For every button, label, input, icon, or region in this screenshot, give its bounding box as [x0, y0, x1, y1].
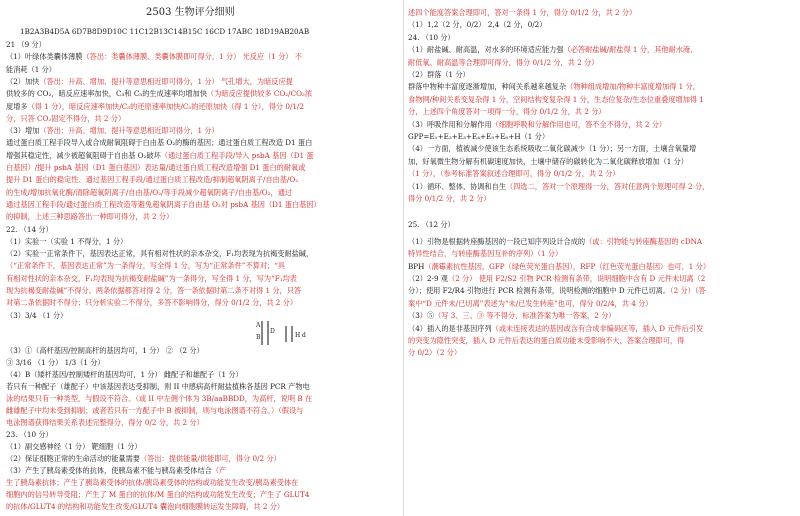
text-line: （2）实验一正常条件下，基因表达正常，具有相对性状的亲本杂交，F₁均表现为抗褐变耐盐碱， [6, 249, 314, 259]
text-line: （1）实验一（实验 1 不得分，1 分） [6, 236, 128, 246]
text-line: 得分 0/1/2 分，共 2 分） [408, 194, 491, 203]
text-line: （1）耐盐碱、耐高温，对水多的环境适应能力强（必答耐盐碱/耐盐得 1 分，其他耐水淹、 [408, 45, 698, 55]
text-line: （4）插入的是非基因序列（或未连接表达的基因或含有合成非编码区等，插入 D 元件后引发 [408, 323, 704, 333]
text-line: 群落中物种丰富度逐渐增加，种间关系越来越复杂（物种组成增加/物种丰富度增加得 1 分， [408, 82, 700, 92]
text-line: 述四个能度答案合理即可，答对一条得 1 分，得分 0/1/2 分，共 2 分） [408, 8, 637, 17]
text-line: 有相对性状的亲本杂交，F₁均表现为抗褐变耐盐碱”为一条得分，写全得 1 分，写为“F₁均表 [6, 273, 297, 283]
text-line: 耐低氧、耐高温等合理即可得分，得分 0/1/2 分，共 2 分） [408, 57, 599, 67]
text-line: 供较多的 CO₂，暗反应速率加快，C₃和 C₅的生成速率均增加快（为暗反应提供较多 CO₂/CO₂浓 [6, 89, 313, 99]
text-line: （1）1,2（2 分，0/2） 2,4（2 分，0/2） [408, 20, 547, 30]
text-line: （3）增加（答出：升高、增加、提升等意思相近即可得分，1 分） [6, 126, 219, 136]
text-line: 食物网/种间关系变复杂得 1 分，空间结构变复杂得 1 分，生态位复杂/生态位重叠度增加得 1 [408, 94, 704, 104]
text-line: 细胞内的信号转导受阻；产生了 M 蛋白的抗体/M 蛋白的结构或功能发生改变；产生了 GLUT4 [6, 490, 310, 499]
text-line: （1 分），（参考标准答案叙述合理即可，得分 0/1/2 分，共 2 分） [408, 169, 620, 179]
text-line: 现为抗褐变耐盐碱”不得分。两条依据都答对得 2 分，答一条依据时第二条不对得 1 分，只答 [6, 286, 302, 295]
text-line: 24. （10 分） [408, 32, 455, 42]
text-line: 的抗体/GLUT4 的结构和功能发生改变/GLUT4 囊泡向细胞膜转运发生障碍，共 2 分） [6, 502, 285, 511]
allele-label-c: D [270, 328, 275, 335]
text-line: （3）呼吸作用和分解作用（细胞呼吸和分解作用也可，答不全不得分，共 2 分） [408, 119, 667, 129]
text-line: （2）群落（1 分） [408, 70, 470, 79]
page-title: 2503 生物评分细则 [146, 7, 235, 18]
text-line: （“正常条件下，基因表达正常”为一条得分，写全得 1 分，写为“正常条件”不算对；“具 [6, 261, 286, 271]
text-line: 21 （9 分） [6, 40, 46, 49]
text-line: （2）加快（答出：升高、增加、提升等意思相近即可得分，1 分） 气孔增大，为暗反应提 [6, 76, 293, 86]
text-line: 通过蛋白质工程手段导入或合成耐氧阻碍于白由基 O₂的酶的基因；通过蛋白质工程改造 D1 蛋白 [6, 138, 313, 148]
text-line: （3）3/4 （1 分） [6, 310, 68, 320]
chromosome-diagram [256, 318, 318, 348]
text-line: 泳的结果只有一种类型，与假设不符合。（或 II 中左侧个体为 3B/aaBBDD，为高杆，说明 B 在 [6, 394, 313, 403]
text-line: 的抑制，上述三种思路答出一种即可得分，共 2 分） [6, 212, 174, 222]
text-line: BPH（潮霉素抗性基因，GFP（绿色荧光蛋白基因），RFP（红色荧光蛋白基因）也可，1 分） [408, 261, 711, 271]
text-line: 增强其稳定性，减少被超氧阻碍于自由基 O₂破坏（通过蛋白质工程手段/导入 psbA 基因（D1 蛋 [6, 150, 314, 160]
text-line: （1）引物是根据转座酶基因的一段已知序列设计合成的（或：引物能与转座酶基因的 cDNA [408, 236, 703, 246]
text-line: （1）叶绿体类囊体薄膜（答出：类囊体薄膜、类囊体膜即可得分，1 分） 光反应（1 分） 不 [6, 52, 302, 62]
text-line: 雌雄配子中均未受到抑制；或者若只有一方配子中 B 被抑制，则与电泳图谱不符合。）（假设与 [6, 406, 304, 415]
text-line: （1）副交感神经（1 分） 靶细胞（1 分） [6, 442, 142, 451]
text-line: 度增多（得 1 分），暗反应速率加快/C₃的还原速率加快/C₅的还原加快（得 1 分），得分 0/1/2 [6, 101, 304, 111]
text-line: 分 0/2）（2 分） [408, 348, 462, 358]
text-line: （2）保证细胞正常的生命活动的能量需要（答出：提供能量/供能即可，得分 0/2 分） [6, 454, 281, 463]
text-line: （3）①（高杆基因/控制高杆的基因均可，1 分） ② （2 分） [6, 346, 204, 355]
text-line: 23. （10 分） [6, 430, 53, 439]
text-line: 对第二条依据时不得分；只分析实验二不得分，多答不影响得分，得分 0/1/2 分，共 2 分） [6, 298, 298, 308]
text-line: 能消耗（1 分） [6, 64, 56, 74]
text-line: 25. （12 分） [408, 220, 455, 230]
text-line: 案中“D 元件未/已切离”表述为“未/已发生转座”也可，得分 0/2/4，共 4 分） [408, 298, 653, 308]
text-line: 白基因）/提升 psbA 基因（D1 蛋白基因）表达量/通过蛋白质工程改造增强 D1 蛋白的耐氧或 [6, 163, 306, 172]
text-line: 提升 D1 蛋白的稳定性、通过基因工程手段/通过蛋白质工程改造/抑制超氧阴离子/自由基/O₂ [6, 175, 299, 185]
text-line: 通过基因工程手段/通过蛋白质工程改造等避免超氧阴离子自由基 O₂对 psbA 基因（D1 蛋白基因） [6, 199, 321, 209]
text-line: 的突变为隐性突变，插入 D 元件后表达的蛋白质功能未受影响不大，答案合理即可，得 [408, 336, 685, 345]
allele-label-e: d [302, 332, 306, 339]
answer-key: 1B2A3B4D5A 6D7B8D9D10C 11C12B13C14B15C 16CD 17ABC 18D19AB20AB [20, 27, 310, 36]
text-line: 的生成/增加抗氧化酶/清除超氧阴离子/自由基/O₂/等手段减少超氧阴离子/自由基/O₂，通过 [6, 187, 293, 197]
allele-label-b: B [256, 334, 261, 341]
allele-label-a: A [256, 322, 261, 329]
text-line: 生了胰岛素抗体；产生了胰岛素受体的抗体/胰岛素受体的结构或功能发生改变/胰岛素受体在 [6, 478, 299, 487]
text-line: 分，只答 CO₂固定不得分，共 2 分） [6, 113, 126, 123]
allele-label-d: H [295, 332, 301, 339]
text-line: 电泳图谱获得结果关系表述完整得分，得分 0/2 分，共 2 分） [6, 418, 204, 427]
text-line: （3）⑤（写 3、三、③ 等不得分，标准答案为唯一答案，2 分） [408, 311, 616, 321]
text-line: （4）一方面，植被减少使该生态系统吸收二氧化碳减少（1 分）；另一方面，土壤含氧量增 [408, 144, 697, 154]
text-line: （2）2-9 观（2 分） 使用 F2/S2 引物 PCR 检测有条带，说明细胞中含有 D 元件未切离（2 [408, 274, 706, 283]
text-line: 分，上述四个角度答对一项得一分，得分 0/1/2 分，共 2 分） [408, 107, 606, 117]
text-line: 分）；使用 F2/R4 引物进行 PCR 检测有条带，说明检测的细胞中 D 元件已切离。（2 分）（答 [408, 286, 706, 296]
text-line: GPP=E₁+E₂+E₃+E₄+E₅+E₆+H（1 分） [408, 132, 550, 141]
text-line: 特异性结合，与转座酶基因互补的序列）（1 分） [408, 249, 563, 259]
column-divider [403, 0, 404, 516]
text-line: ③ 3/16 （1 分） 1/3（1 分） [6, 358, 105, 367]
text-line: 加，好氧微生物分解有机碳速度加快，土壤中储存的碳转化为二氧化碳释放增加（1 分） [408, 156, 688, 166]
text-line: （4）B（矮杆基因/控制矮杆的基因均可，1 分） 雌配子和雄配子（1 分） [6, 370, 243, 379]
text-line: （3）产生了胰岛素受体的抗体，使胰岛素不能与胰岛素受体结合（产 [6, 466, 227, 475]
text-line: 22. （14 分） [6, 224, 53, 234]
text-line: （1）循环、整体、协调和自生（四选二，答对一个原理得一分，答对任意两个原理可得 2 分， [408, 181, 710, 191]
text-line: 若只有一种配子（雄配子）中该基因表达受抑制，则 II 中感病高杆耐盐植株各基因 PCR 产物电 [6, 382, 310, 391]
